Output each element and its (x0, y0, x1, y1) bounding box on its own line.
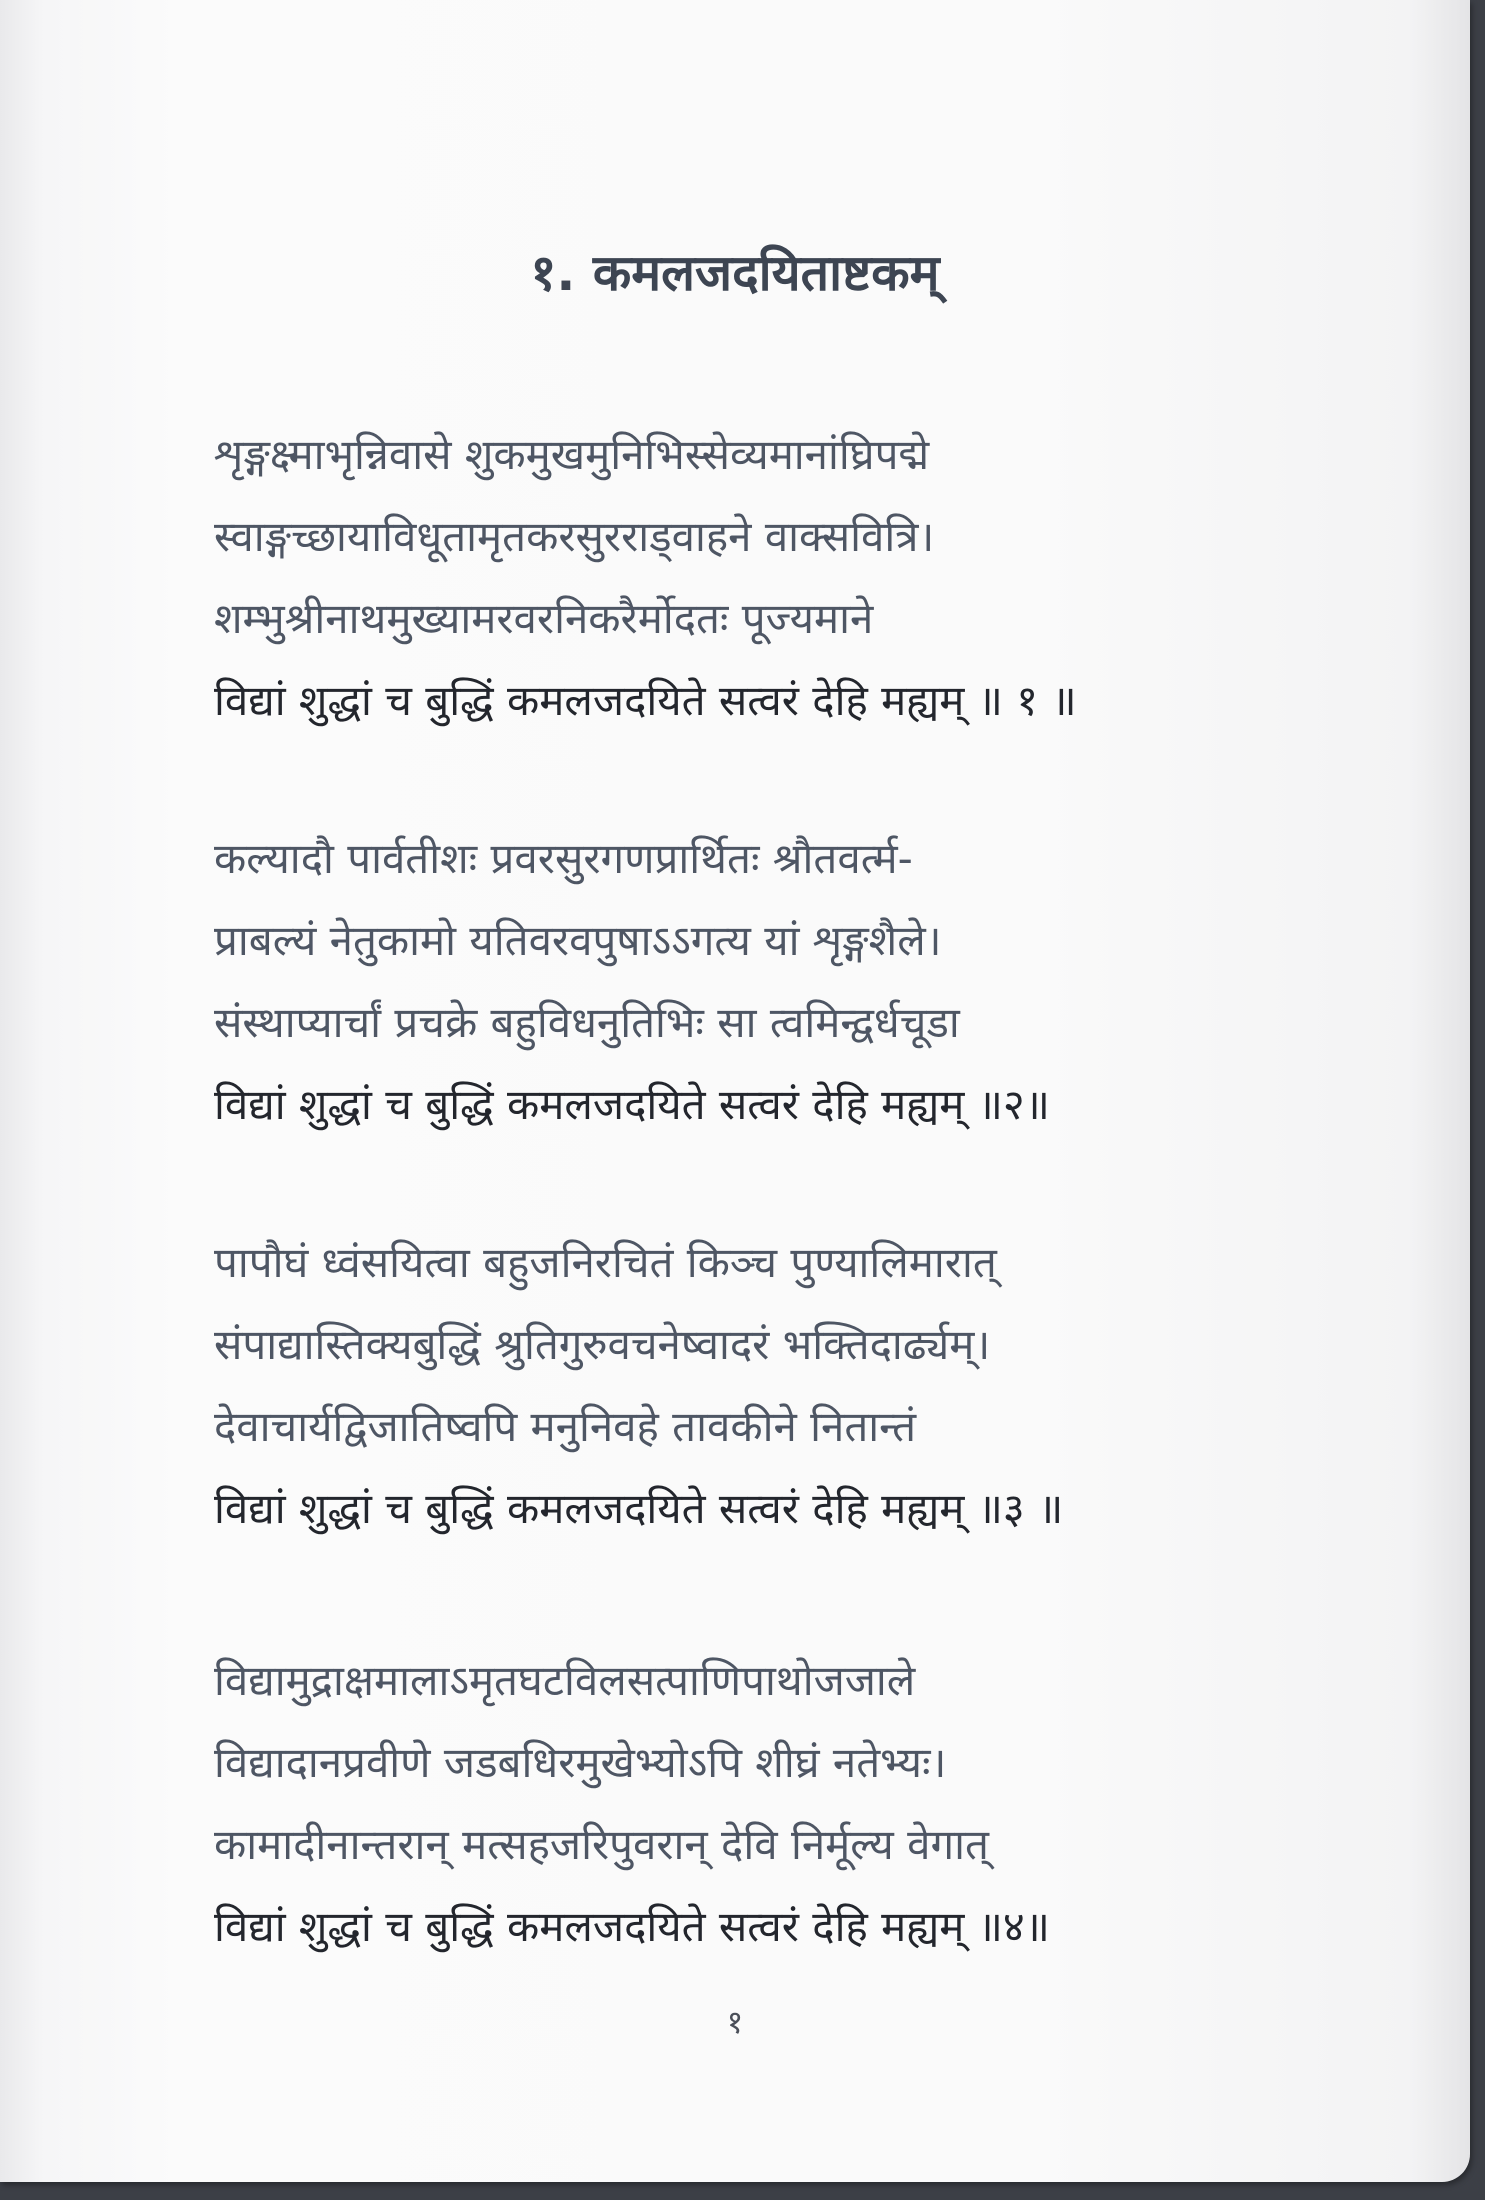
verse-refrain-line: विद्यां शुद्धां च बुद्धिं कमलजदयिते सत्वरं देहि मह्यम् ॥३ ॥ (214, 1484, 1064, 1533)
verse-refrain-line: विद्यां शुद्धां च बुद्धिं कमलजदयिते सत्वरं देहि मह्यम् ॥४॥ (214, 1902, 1050, 1951)
verse-line: शृङ्गक्ष्माभृन्निवासे शुकमुखमुनिभिस्सेव्यमानांघ्रिपद्मे (214, 430, 930, 479)
verse-line: विद्यामुद्राक्षमालाऽमृतघटविलसत्पाणिपाथोजजाले (214, 1656, 916, 1705)
page-title: १. कमलजदयिताष्टकम् (530, 244, 940, 302)
verse-line: शम्भुश्रीनाथमुख्यामरवरनिकरैर्मोदतः पूज्यमाने (214, 594, 874, 643)
verse-line: स्वाङ्गच्छायाविधूतामृतकरसुरराड्वाहने वाक्सवित्रि। (214, 512, 935, 561)
verse-4 (214, 1640, 1334, 1968)
page-number: १ (726, 2003, 744, 2041)
verse-line: संपाद्यास्तिक्यबुद्धिं श्रुतिगुरुवचनेष्वादरं भक्तिदार्ढ्यम्। (214, 1320, 991, 1369)
verse-1 (214, 414, 1334, 742)
verse-line: विद्यादानप्रवीणे जडबधिरमुखेभ्योऽपि शीघ्रं नतेभ्यः। (214, 1738, 947, 1787)
verse-line: पापौघं ध्वंसयित्वा बहुजनिरचितं किञ्च पुण्यालिमारात् (214, 1238, 997, 1287)
verse-line: कल्यादौ पार्वतीशः प्रवरसुरगणप्रार्थितः श्रौतवर्त्म- (214, 834, 913, 883)
verse-2 (214, 818, 1334, 1146)
verse-line: संस्थाप्यार्चां प्रचक्रे बहुविधनुतिभिः सा त्वमिन्द्वर्धचूडा (214, 998, 960, 1047)
verse-line: कामादीनान्तरान् मत्सहजरिपुवरान् देवि निर्मूल्य वेगात् (214, 1820, 989, 1869)
verse-refrain-line: विद्यां शुद्धां च बुद्धिं कमलजदयिते सत्वरं देहि मह्यम् ॥ १ ॥ (214, 676, 1077, 725)
verse-line: देवाचार्यद्विजातिष्वपि मनुनिवहे तावकीने नितान्तं (214, 1402, 917, 1451)
verse-line: प्राबल्यं नेतुकामो यतिवरवपुषाऽऽगत्य यां शृङ्गशैले। (214, 916, 942, 965)
verse-refrain-line: विद्यां शुद्धां च बुद्धिं कमलजदयिते सत्वरं देहि मह्यम् ॥२॥ (214, 1080, 1050, 1129)
verse-3 (214, 1222, 1334, 1550)
